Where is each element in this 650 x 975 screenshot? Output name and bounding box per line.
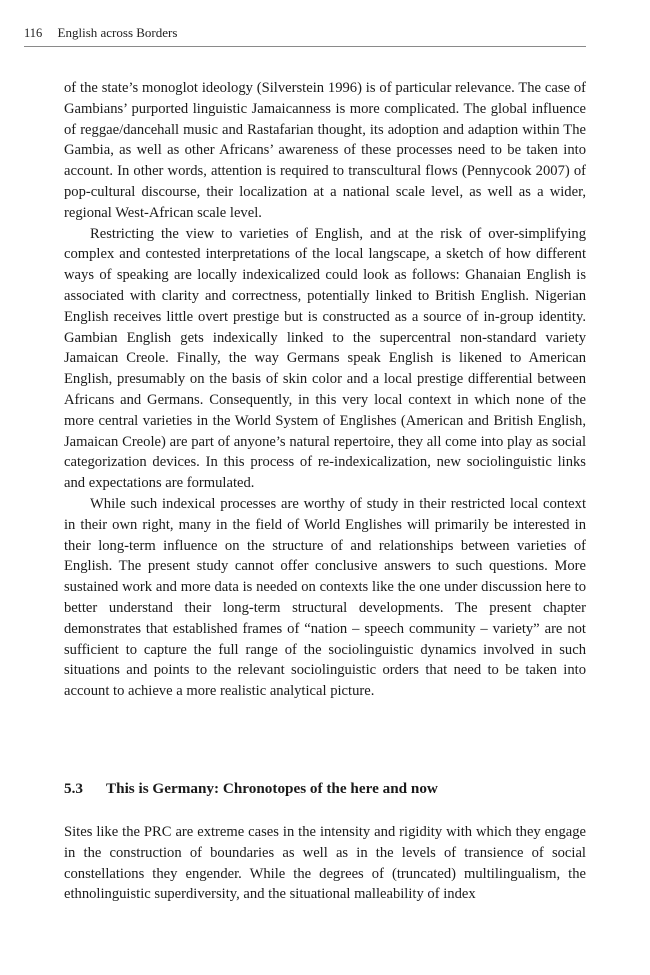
running-head xyxy=(24,24,586,47)
section-paragraph-1: Sites like the PRC are extreme cases in the intensity and rigidity with which they engage in the construction of boundaries as well as in the levels of transience of social constellations they engender. While the degrees of (truncated) multilingualism, the ethnolinguistic superdiversity, and the situational malleability of index xyxy=(64,824,586,903)
body-paragraph-1: of the state’s monoglot ideology (Silverstein 1996) is of particular relevance. The case of Gambians’ purported linguistic Jamaicanness is more complicated. The global influence of reggae/dancehall music and Rastafarian thought, its adoption and adaption within The Gambia, as well as other Africans’ awareness of these processes need to be taken into account. In other words, attention is required to transcultural flows (Pennycook 2007) of pop-cultural discourse, their localization at a national scale level, as well as a wider, regional West-African scale level. xyxy=(64,80,586,221)
page-number: 116 xyxy=(24,26,43,40)
running-title: English across Borders xyxy=(57,25,178,40)
section-heading xyxy=(64,778,586,800)
section-title: This is Germany: Chronotopes of the here and now xyxy=(106,780,438,797)
body-paragraph-2: Restricting the view to varieties of English, and at the risk of over-simplifying complex and contested interpretations of the local langscape, a sketch of how different ways of speaking are locally indexicalized could look as follows: Ghanaian English is associated with clarity and correctness, potentially linked to British English. Nigerian English receives little overt prestige but is constructed as a source of in-group identity. Gambian English gets indexically linked to the supercentral non-standard variety Jamaican Creole. Finally, the way Germans speak English is likened to American English, presumably on the basis of skin color and a local prestige differential between Africans and Germans. Consequently, in this very local context in which none of the more central varieties in the World System of Englishes (American and British English, Jamaican Creole) are part of anyone’s natural repertoire, they all come into play as social categorization devices. In this process of re-indexicalization, new sociolinguistic links and expectations are formulated. xyxy=(64,225,586,492)
section-number: 5.3 xyxy=(64,780,83,797)
body-text xyxy=(64,78,586,702)
body-paragraph-3: While such indexical processes are worthy of study in their restricted local context in their own right, many in the field of World Englishes will primarily be interested in their long-term influence on the structure of and relationships between varieties of English. The present study cannot offer conclusive answers to such questions. More sustained work and more data is needed on contexts like the one under discussion here to better understand their long-term structural developments. The present chapter demonstrates that established frames of “nation – speech community – variety” are not sufficient to capture the full range of the sociolinguistic dynamics involved in such situations and points to the relevant sociolinguistic orders that need to be taken into account to achieve a more realistic analytical picture. xyxy=(64,495,586,700)
section-body-text xyxy=(64,822,586,905)
